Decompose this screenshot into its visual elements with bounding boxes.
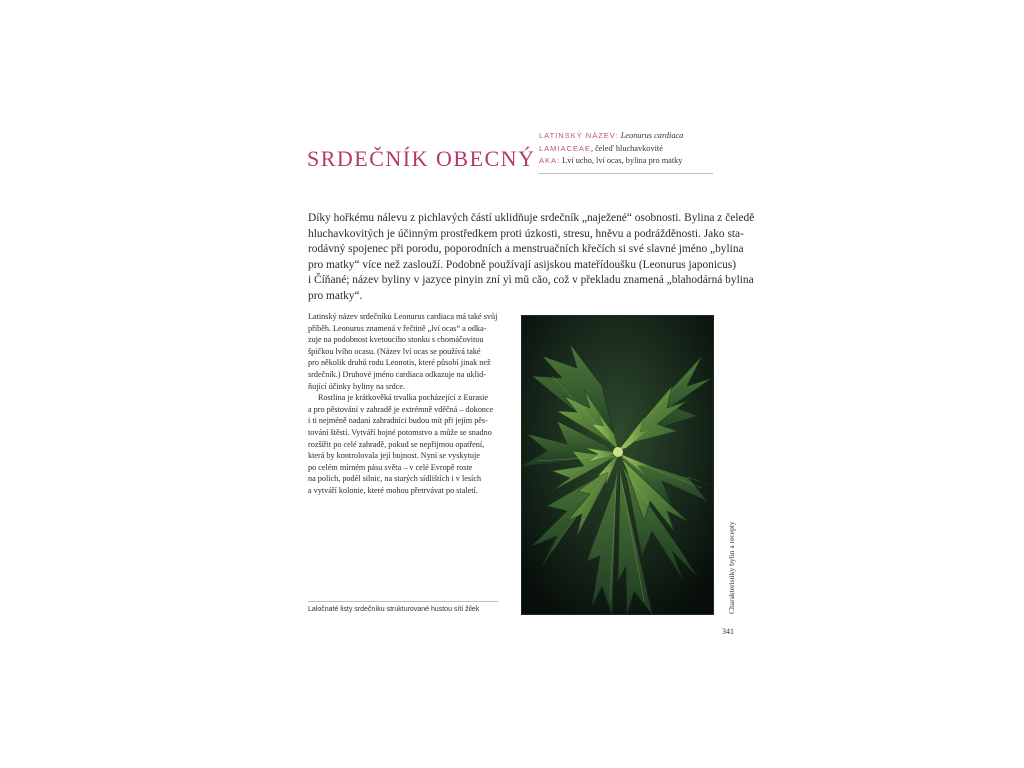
meta-family-label: LAMIACEAE <box>539 143 591 153</box>
meta-divider <box>539 173 713 174</box>
body-line: pro několik druhů rodu Leonotis, které působí jinak než <box>308 358 491 368</box>
body-line: Rostlina je krátkověká trvalka pocházející z Eurasie <box>318 393 489 403</box>
body-line: ňující účinky byliny na srdce. <box>308 381 406 391</box>
meta-aka-row <box>539 155 715 168</box>
intro-line: hluchavkovitých je účinným prostředkem proti úzkosti, stresu, hněvu a podrážděnosti. Jako sta- <box>308 227 744 240</box>
meta-aka-label: AKA: <box>539 156 561 165</box>
body-line: rozšířit po celé zahradě, pokud se nepřijmou opatření, <box>308 439 485 449</box>
page-number: 341 <box>722 627 734 636</box>
body-line: zuje na podobnost kvetoucího stonku s chomáčovitou <box>308 335 484 345</box>
meta-latin-value: Leonurus cardiaca <box>620 131 684 140</box>
intro-line: pro matky“ více než zaslouží. Podobně používají asijskou mateřídoušku (Leonurus japonicus) <box>308 258 736 271</box>
body-text <box>308 311 504 497</box>
intro-line: pro matky“. <box>308 289 363 302</box>
intro-line: Díky hořkému nálevu z pichlavých částí uklidňuje srdečník „naježené“ osobnosti. Bylina z čeledě <box>308 212 755 224</box>
page-title: SRDEČNÍK OBECNÝ <box>307 146 536 171</box>
meta-latin-label: LATINSKÝ NÁZEV: <box>539 131 619 140</box>
body-line: po celém mírném pásu světa – v celé Evropě roste <box>308 462 473 472</box>
motherwort-photo <box>521 315 714 615</box>
motherwort-leaves-illustration <box>522 316 713 614</box>
meta-family-row <box>539 143 715 156</box>
caption-divider <box>308 601 498 602</box>
intro-paragraph <box>308 211 755 305</box>
meta-aka-value: Lví ucho, lví ocas, bylina pro matky <box>562 156 683 165</box>
intro-line: i Číňané; název byliny v jazyce pinyin zní yì mǔ cǎo, což v překladu znamená „blahodárná bylina <box>308 274 754 287</box>
body-line: a pro pěstování v zahradě je extrémně vděčná – dokonce <box>308 404 494 414</box>
body-line: srdečník.) Druhové jméno cardiaca odkazuje na uklid- <box>308 369 487 379</box>
intro-line: rodávný spojenec při porodu, poporodních a menstruačních křečích si své slavné jméno „bylina <box>308 243 744 256</box>
body-line: na polích, podél silnic, na starých sídlištích i v lesích <box>308 474 482 484</box>
body-line: špičkou lvího ocasu. (Název lví ocas se používá také <box>308 346 481 356</box>
body-line: tování štěstí. Vytváří hojné potomstvo a může se snadno <box>308 427 492 437</box>
meta-latin-row <box>539 130 715 143</box>
body-line: Latinský název srdečníku Leonurus cardiaca má také svůj <box>308 312 498 321</box>
body-line: příběh. Leonurus znamená v řečtině „lví ocas“ a odka- <box>308 323 487 333</box>
plant-meta <box>539 130 715 168</box>
photo-caption: Laločnaté listy srdečníku strukturované hustou sítí žilek <box>308 606 480 613</box>
section-side-label: Charakteristiky bylin a recepty <box>727 521 736 614</box>
body-line: i ti nejméně nadaní zahradníci budou mít při jejím pěs- <box>308 416 488 426</box>
body-line: která by kontrolovala její bujnost. Nyní se vyskytuje <box>308 451 480 461</box>
body-line: a vytváří kolonie, které mohou přetrvávat po staletí. <box>308 485 478 495</box>
meta-family-value: , čeleď hluchavkovité <box>590 143 663 153</box>
